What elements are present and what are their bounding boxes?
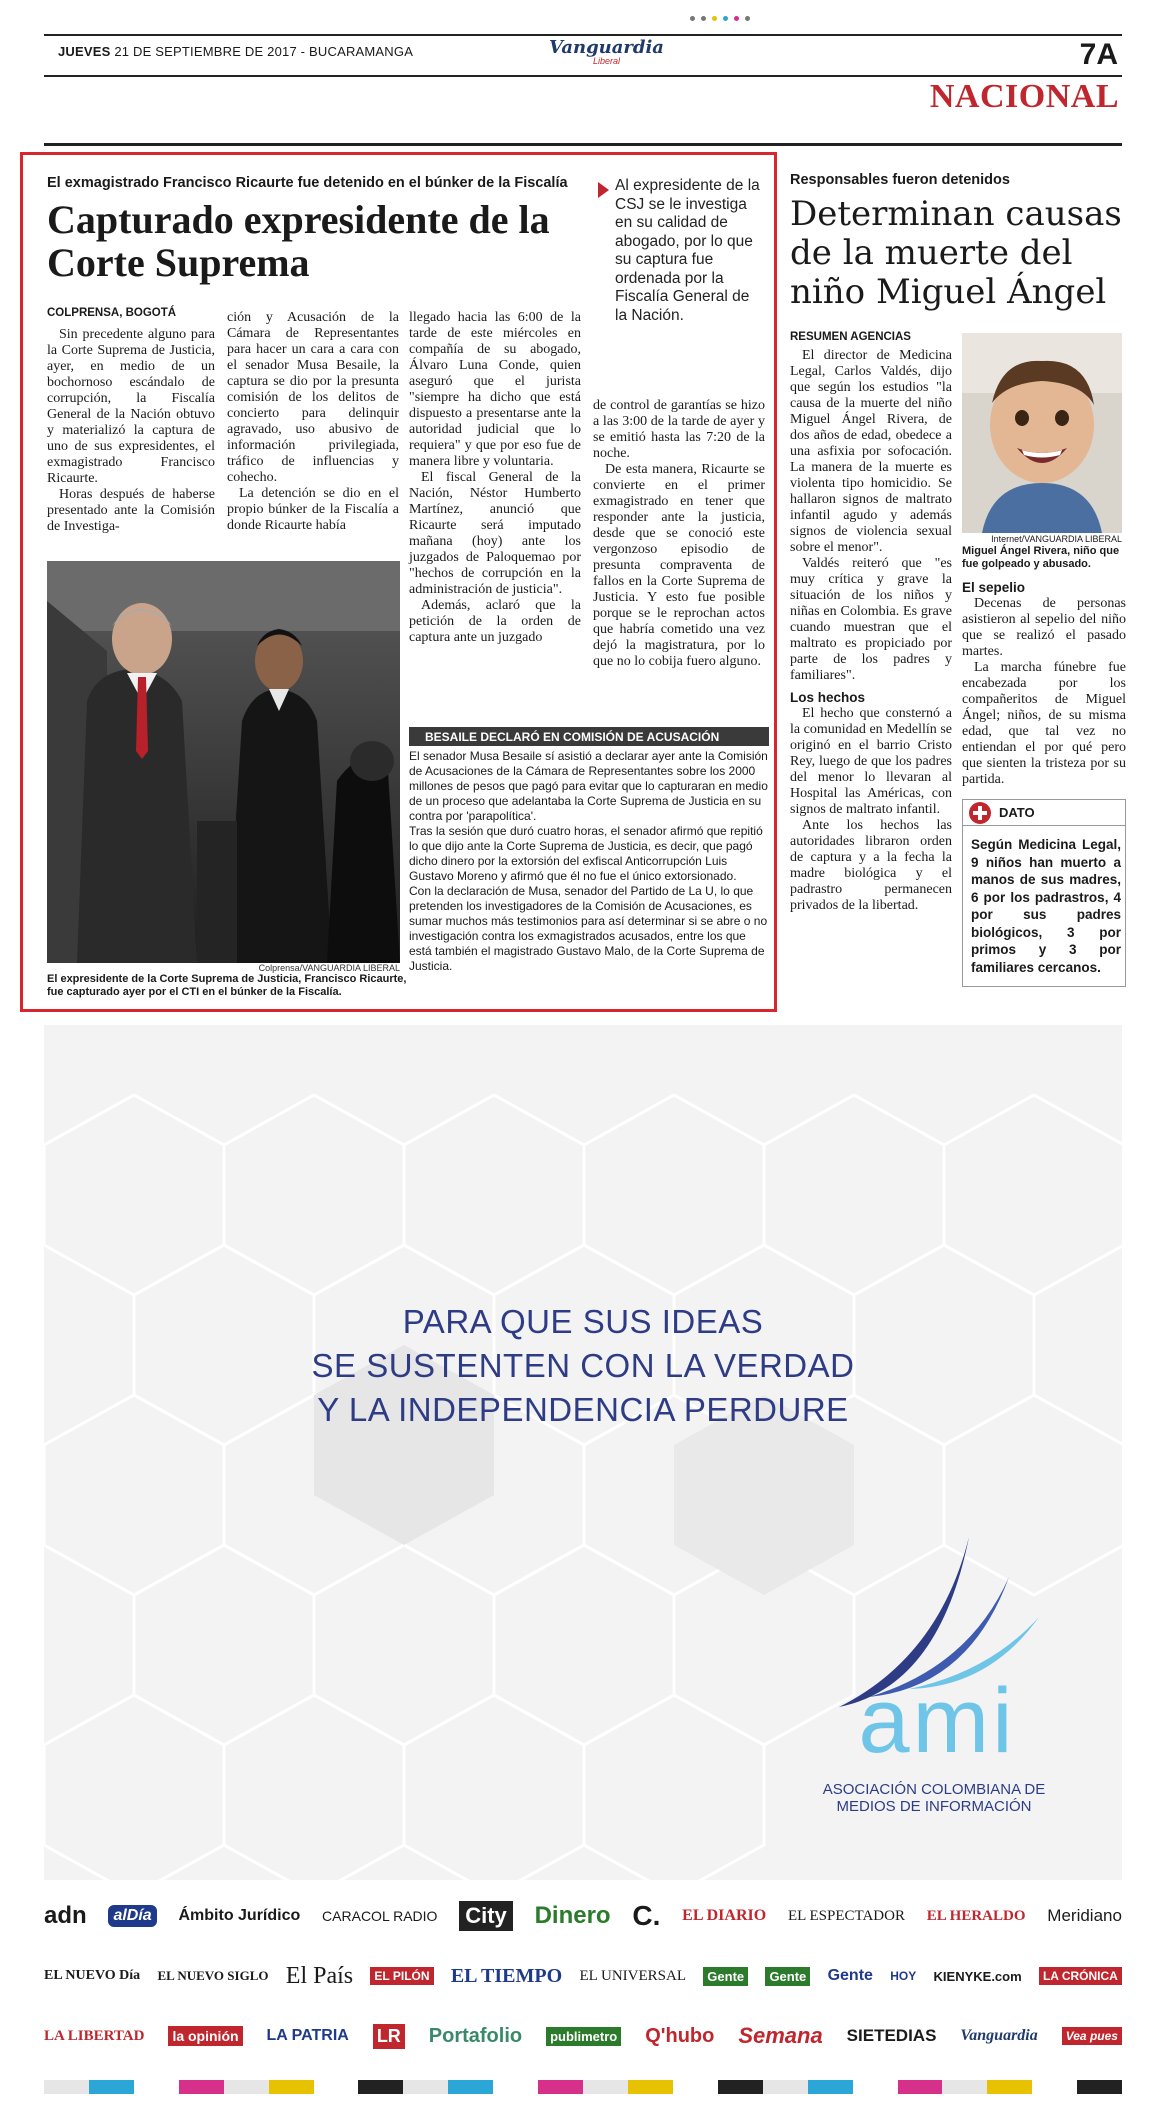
logo-la-cronica: LA CRÓNICA — [1039, 1967, 1122, 1985]
paragraph: ción y Acusación de la Cámara de Representantes para hacer un cara a cara con el senador Musa Besaile, la captura se dio por la presunta comisión de los delitos de concierto para delinquir agravado, uso abusivo de información privilegiada, tráfico de influencias y cohecho. — [227, 310, 399, 485]
paper-logo — [549, 39, 664, 66]
page-number: 7A — [1079, 38, 1118, 71]
logo-kienyke: KIENYKE.com — [933, 1968, 1022, 1984]
media-logos — [44, 1892, 1122, 2072]
logo-ambito-juridico: Ámbito Jurídico — [178, 1907, 301, 1924]
printer-color-bar — [44, 2080, 1122, 2094]
ami-logo-subtitle: ASOCIACIÓN COLOMBIANA DE MEDIOS DE INFORMACIÓN — [822, 1781, 1046, 1815]
side-byline: RESUMEN AGENCIAS — [790, 331, 911, 343]
paragraph: La detención se dio en el propio búnker de la Fiscalía a donde Ricaurte había — [227, 486, 399, 533]
logo-el-pilon: EL PILÓN — [370, 1967, 433, 1985]
paragraph: Decenas de personas asistieron al sepelio del niño que se realizó el pasado martes. — [962, 596, 1126, 659]
paragraph: Valdés reiteró que "es muy crítica y grave la situación de los niños y niñas en Colombia. Es grave cuando muestran que el maltrato es propiciado por parte de los padres y familiares". — [790, 556, 952, 683]
logo-caracol-radio: CARACOL RADIO — [322, 1908, 438, 1924]
sidebar-paragraph: Con la declaración de Musa, senador del Partido de La U, lo que pretenden los investigadores de la Comisión de Acusaciones, es sumar muchos más testimonios para así determinar si se abre o no investigación contra los exmagistrados acusados, entre los que está también el magistrado Gustavo Malo, de la Corte Suprema de Justicia. — [409, 884, 768, 973]
paragraph: Horas después de haberse presentado ante la Comisión de Investiga- — [47, 487, 215, 534]
article-column-2 — [227, 310, 399, 534]
dateline: JUEVES 21 DE SEPTIEMBRE DE 2017 - BUCARAMANGA — [58, 44, 414, 59]
paper-subname: Liberal — [592, 56, 620, 66]
logo-portafolio: Portafolio — [428, 2024, 523, 2047]
logo-adn: adn — [44, 1902, 87, 1929]
logo-gente-2: Gente — [765, 1967, 810, 1986]
logo-hoy: HOY — [890, 1969, 917, 1983]
paragraph: llegado hacia las 6:00 de la tarde de este miércoles en compañía de su abogado, Álvaro Luna Conde, quien aseguró que el jurista "siempre ha dicho que está dispuesto a presentarse ante la autoridad judicial que lo requiera" y que por eso fue de manera libre y voluntaria. — [409, 310, 581, 469]
child-photo-illustration — [962, 333, 1122, 533]
cross-icon — [969, 802, 991, 824]
logo-el-tiempo: EL TIEMPO — [450, 1964, 563, 1987]
logo-la-libertad: LA LIBERTAD — [44, 2027, 145, 2044]
logo-vea-pues: Vea pues — [1062, 2027, 1122, 2045]
logo-el-espectador: EL ESPECTADOR — [787, 1907, 905, 1924]
paragraph: de control de garantías se hizo a las 3:00 de la tarde de ayer y se emitió hasta las 7:20 de la noche. — [593, 398, 765, 461]
pullquote-marker-icon — [598, 182, 609, 198]
article-photo — [47, 561, 400, 963]
sidebar-body — [409, 749, 769, 974]
side-column-2 — [962, 580, 1126, 788]
subhead: Los hechos — [790, 690, 866, 705]
photo-caption: El expresidente de la Corte Suprema de Justicia, Francisco Ricaurte, fue capturado ayer por el CTI en el búnker de la Fiscalía. — [47, 973, 407, 998]
logo-semana: Semana — [738, 2023, 823, 2048]
article-kicker: El exmagistrado Francisco Ricaurte fue detenido en el búnker de la Fiscalía — [47, 175, 568, 191]
section-name: NACIONAL — [929, 78, 1119, 115]
logo-el-heraldo: EL HERALDO — [926, 1907, 1026, 1924]
paragraph: Además, aclaró que la petición de la orden de captura ante un juzgado — [409, 598, 581, 645]
logo-el-pais: El País — [285, 1962, 354, 1989]
logo-el-nuevo-dia: EL NUEVO Día — [44, 1968, 141, 1983]
paragraph: El fiscal General de la Nación, Néstor Humberto Martínez, anunció que Ricaurte será imputado mañana (hoy) ante los juzgados de Paloquemao por "hechos de corrupción en la administración de justicia". — [409, 470, 581, 597]
registration-dots — [690, 16, 750, 21]
sidebar-paragraph: El senador Musa Besaile sí asistió a declarar ayer ante la Comisión de Acusaciones de la Cámara de Representantes sobre los 2000 millones de pesos que pagó para evitar que lo capturaran en medio de un proceso que adelantaba la Corte Suprema de Justicia en su contra por 'parapolítica'. — [409, 749, 768, 823]
photo-credit: Colprensa/VANGUARDIA LIBERAL — [258, 963, 400, 973]
ami-logo-word: ami — [858, 1670, 1016, 1772]
side-headline: Determinan causas de la muerte del niño Miguel Ángel — [790, 194, 1122, 312]
side-column-1 — [790, 348, 952, 914]
logo-la-opinion: la opinión — [168, 2026, 242, 2046]
masthead — [44, 34, 1122, 72]
paragraph: Sin precedente alguno para la Corte Suprema de Justicia, ayer, en medio de un bochornoso escándalo de corrupción, la Fiscalía General de la Nación obtuvo y materializó la captura de uno de sus expresidentes, el exmagistrado Francisco Ricaurte. — [47, 327, 215, 486]
section-rule — [44, 143, 1122, 146]
logo-el-diario: EL DIARIO — [682, 1907, 767, 1924]
paragraph: De esta manera, Ricaurte se convierte en el primer exmagistrado en tener que responder ante la justicia, desde que se conoció este vergonzoso episodio de presunta compraventa de fallos en la Corte Suprema de Justicia. Y esto fue posible porque se le reprochan actos que habría cometido una vez dejó la magistratura, por lo que no lo cobija fuero alguno. — [593, 462, 765, 669]
pullquote: Al expresidente de la CSJ se le investiga en su calidad de abogado, por lo que su captura fue ordenada por la Fiscalía General de la Nación. — [615, 177, 760, 324]
child-photo — [962, 333, 1122, 533]
dato-box — [962, 799, 1126, 987]
logo-gente-1: Gente — [703, 1967, 748, 1986]
logo-dinero: Dinero — [534, 1902, 611, 1929]
advertisement — [44, 1025, 1122, 1880]
logo-el-colombiano: C. — [632, 1900, 661, 1931]
logo-meridiano: Meridiano — [1047, 1906, 1122, 1925]
sidebar-paragraph: Tras la sesión que duró cuatro horas, el senador afirmó que repitió lo que dijo ante la Corte Suprema de Justicia, es decir, que pagó dicho dinero por la extorsión del exfiscal Anticorrupción Luis Gustavo Moreno y afirmó que él no fue el único extorsionado. — [409, 824, 763, 883]
dato-header — [963, 800, 1125, 826]
logo-qhubo: Q'hubo — [645, 2024, 715, 2047]
logo-la-patria: LA PATRIA — [266, 2027, 349, 2044]
logo-row — [44, 2016, 1122, 2056]
logo-city: City — [459, 1901, 513, 1931]
logo-publimetro: publimetro — [546, 2027, 621, 2046]
logo-gente-3: Gente — [827, 1967, 873, 1984]
logo-la-republica: LR — [373, 2024, 405, 2049]
logo-vanguardia: Vanguardia — [960, 2027, 1038, 2044]
article-column-1 — [47, 327, 215, 535]
side-kicker: Responsables fueron detenidos — [790, 172, 1010, 188]
side-article — [788, 152, 1126, 1012]
logo-row — [44, 1896, 1122, 1936]
masthead-rule — [44, 75, 1122, 77]
article-column-4 — [593, 398, 765, 670]
paragraph: El director de Medicina Legal, Carlos Valdés, dijo que según los estudios "la causa de la muerte del niño Miguel Ángel Rivera, de dos años de edad, obedece a una asfixia por sofocación. La manera de la muerte es violenta tipo homicidio. Se hallaron signos de maltrato infantil agudo y además signos de violencia sexual sobre el menor". — [790, 348, 952, 555]
main-article — [20, 152, 777, 1012]
logo-el-nuevo-siglo: EL NUEVO SIGLO — [157, 1968, 269, 1983]
logo-aldia: alDía — [108, 1905, 156, 1927]
child-photo-caption: Miguel Ángel Rivera, niño que fue golpeado y abusado. — [962, 545, 1120, 570]
sidebar-title: BESAILE DECLARÓ EN COMISIÓN DE ACUSACIÓN — [409, 727, 769, 746]
article-byline: COLPRENSA, BOGOTÁ — [47, 307, 177, 319]
ad-slogan: PARA QUE SUS IDEAS SE SUSTENTEN CON LA VERDAD Y LA INDEPENDENCIA PERDURE — [311, 1303, 855, 1428]
paragraph: Ante los hechos las autoridades libraron orden de captura y a la fecha la madre biológica y el padrastro permanecen privados de la libertad. — [790, 818, 952, 913]
logo-el-universal: EL UNIVERSAL — [579, 1967, 686, 1984]
article-column-3 — [409, 310, 581, 646]
child-photo-credit: Internet/VANGUARDIA LIBERAL — [991, 534, 1122, 544]
subhead: El sepelio — [962, 580, 1026, 595]
photo-illustration — [47, 561, 400, 963]
article-headline: Capturado expresidente de la Corte Suprema — [47, 197, 550, 285]
dato-label: DATO — [999, 805, 1035, 820]
logo-sietedias: SIETEDIAS — [846, 2026, 937, 2045]
paragraph: La marcha fúnebre fue encabezada por los compañeritos de Miguel Ángel; niños, de su misma edad, que tal vez no entiendan el por qué pero que sienten la tristeza por su partida. — [962, 660, 1126, 787]
logo-row — [44, 1956, 1122, 1996]
dato-text: Según Medicina Legal, 9 niños han muerto a manos de sus madres, 6 por los padrastros, 4 por sus padres biológicos, 3 por primos y 3 por familiares cercanos. — [971, 837, 1121, 975]
paper-name: Vanguardia — [549, 37, 664, 58]
paragraph: El hecho que consternó a la comunidad en Medellín se originó en el barrio Cristo Rey, luego de que los padres del menor lo llevaran al Hospital las Américas, con signos de maltrato infantil. — [790, 706, 952, 817]
